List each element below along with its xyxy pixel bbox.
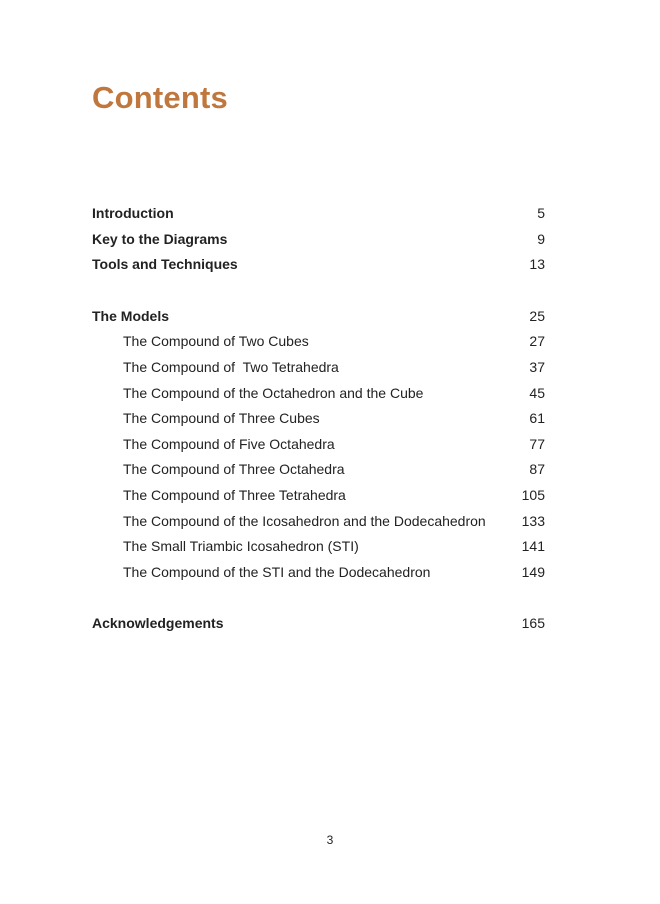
toc-entry-label: The Compound of Three Octahedra [123, 461, 345, 477]
toc-entry-acknowledgements [92, 611, 545, 635]
toc-entry-label: The Compound of Three Cubes [123, 410, 320, 426]
toc-entry-label: The Compound of Three Tetrahedra [123, 487, 346, 503]
toc-entry-introduction [92, 201, 545, 225]
toc-subentry-three-octahedra [92, 457, 545, 481]
toc-entry-page: 25 [529, 308, 545, 324]
toc-entry-page: 77 [529, 436, 545, 452]
toc-entry-page: 13 [529, 256, 545, 272]
toc-entry-page: 9 [537, 231, 545, 247]
toc-entry-page: 149 [521, 564, 545, 580]
page-title: Contents [92, 80, 228, 115]
toc-subentry-three-tetrahedra [92, 483, 545, 507]
toc-entry-page: 61 [529, 410, 545, 426]
toc-entry-label: The Models [92, 308, 170, 324]
toc-entry-page: 141 [521, 538, 545, 554]
toc-entry-page: 5 [537, 205, 545, 221]
toc-entry-label: Tools and Techniques [92, 256, 238, 272]
page-number: 3 [326, 833, 334, 847]
toc-entry-label: The Compound of the Octahedron and the Cube [123, 385, 424, 401]
toc-entry-label: The Small Triambic Icosahedron (STI) [123, 538, 359, 554]
toc-subentry-small-triambic-icosahedron [92, 534, 545, 558]
toc-subentry-two-tetrahedra [92, 355, 545, 379]
toc-subentry-two-cubes [92, 329, 545, 353]
toc-subentry-octahedron-and-cube [92, 381, 545, 405]
toc-entry-label: Introduction [92, 205, 174, 221]
toc-entry-page: 37 [529, 359, 545, 375]
toc-entry-label: The Compound of the Icosahedron and the Dodecahedron [123, 513, 486, 529]
toc-entry-label: Acknowledgements [92, 615, 224, 631]
toc-entry-label: The Compound of Two Tetrahedra [123, 359, 339, 375]
toc-entry-tools-and-techniques [92, 252, 545, 276]
toc-entry-label: The Compound of Two Cubes [123, 333, 309, 349]
toc-entry-page: 87 [529, 461, 545, 477]
toc-subentry-icosahedron-and-dodecahedron [92, 509, 545, 533]
toc-entry-label: The Compound of Five Octahedra [123, 436, 335, 452]
toc-entry-key-to-diagrams [92, 227, 545, 251]
toc-subentry-five-octahedra [92, 432, 545, 456]
toc-entry-page: 45 [529, 385, 545, 401]
toc-entry-page: 27 [529, 333, 545, 349]
toc-entry-label: The Compound of the STI and the Dodecahedron [123, 564, 431, 580]
toc-entry-page: 133 [521, 513, 545, 529]
toc-entry-label: Key to the Diagrams [92, 231, 228, 247]
toc-entry-the-models [92, 304, 545, 328]
toc-subentry-three-cubes [92, 406, 545, 430]
toc-entry-page: 165 [521, 615, 545, 631]
toc-subentry-sti-and-dodecahedron [92, 560, 545, 584]
toc-entry-page: 105 [521, 487, 545, 503]
